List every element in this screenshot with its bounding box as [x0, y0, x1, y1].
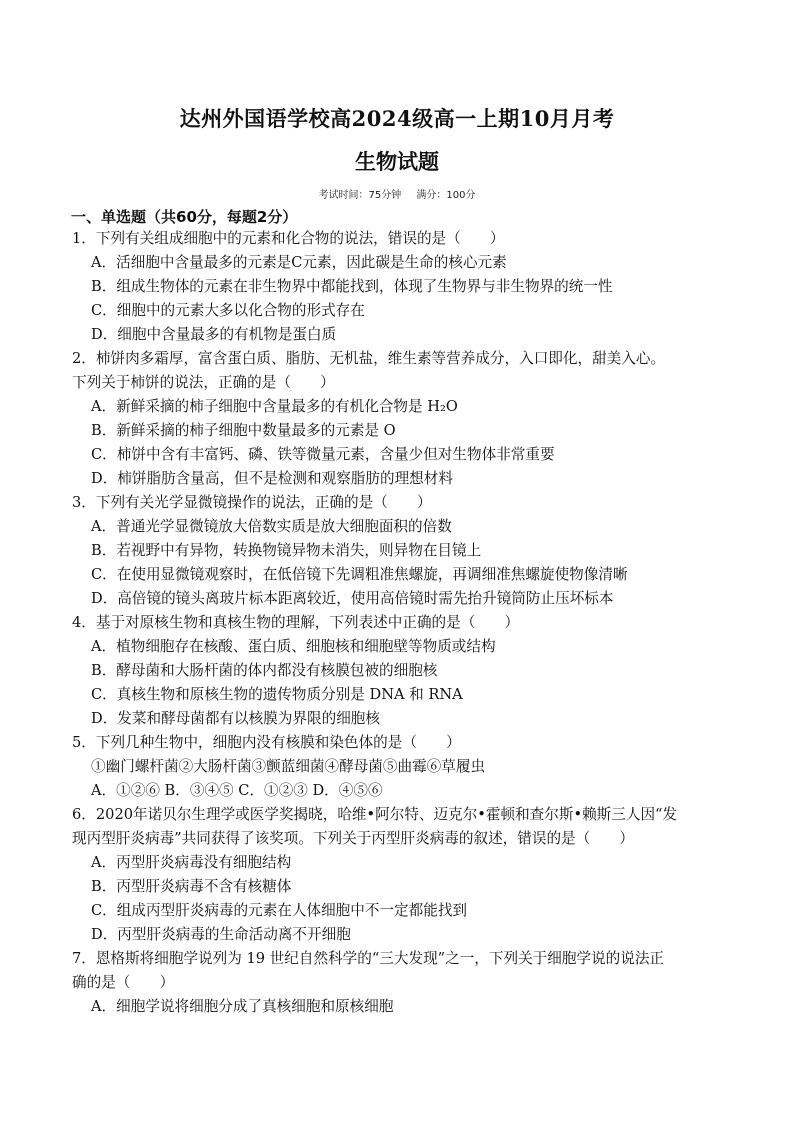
question-stem: 5．下列几种生物中，细胞内没有核膜和染色体的是（ ）	[72, 734, 461, 751]
option-b: B．酵母菌和大肠杆菌的体内都没有核膜包被的细胞核	[91, 662, 438, 679]
option-d: D．发菜和酵母菌都有以核膜为界限的细胞核	[91, 710, 380, 727]
question-stem: 2．柿饼肉多霜厚，富含蛋白质、脂肪、无机盐，维生素等营养成分，入口即化，甜美入心。	[72, 350, 666, 367]
question-stem: 6．2020年诺贝尔生理学或医学奖揭晓，哈维•阿尔特、迈克尔•霍顿和查尔斯•赖斯三人因“发	[72, 806, 678, 823]
question-stem: 确的是（ ）	[72, 974, 175, 991]
question-stem: 下列关于柿饼的说法，正确的是（ ）	[72, 374, 335, 391]
exam-meta	[0, 186, 794, 201]
option-a: A．新鲜采摘的柿子细胞中含量最多的有机化合物是 H₂O	[91, 398, 458, 415]
option-a: A．细胞学说将细胞分成了真核细胞和原核细胞	[91, 998, 394, 1015]
question-stem: 4．基于对原核生物和真核生物的理解，下列表述中正确的是（ ）	[72, 614, 520, 631]
question-stem: 7．恩格斯将细胞学说列为 19 世纪自然科学的“三大发现”之一，下列关于细胞学说的说法正	[72, 950, 665, 967]
question-stem: 现丙型肝炎病毒”共同获得了该奖项。下列关于丙型肝炎病毒的叙述，错误的是（ ）	[72, 830, 635, 847]
option-row: A．①②⑥ B．③④⑤ C．①②③ D．④⑤⑥	[91, 782, 383, 799]
exam-score: 满分：100分	[416, 190, 476, 201]
option-a: A．丙型肝炎病毒没有细胞结构	[91, 854, 292, 871]
organism-list: ①幽门螺杆菌②大肠杆菌③颤蓝细菌④酵母菌⑤曲霉⑥草履虫	[91, 758, 486, 775]
option-b: B．新鲜采摘的柿子细胞中数量最多的元素是 O	[91, 422, 396, 439]
exam-subtitle: 生物试题	[355, 149, 439, 174]
question-stem: 1．下列有关组成细胞中的元素和化合物的说法，错误的是（ ）	[72, 230, 505, 247]
option-c: C．在使用显微镜观察时，在低倍镜下先调粗准焦螺旋，再调细准焦螺旋使物像清晰	[91, 566, 628, 583]
option-d: D．高倍镜的镜头离玻片标本距离较近，使用高倍镜时需先抬升镜筒防止压坏标本	[91, 590, 614, 607]
option-a: A．植物细胞存在核酸、蛋白质、细胞核和细胞壁等物质或结构	[91, 638, 496, 655]
option-c: C．细胞中的元素大多以化合物的形式存在	[91, 302, 365, 319]
section-heading: 一、单选题（共60分，每题2分）	[71, 208, 298, 226]
option-c: C．柿饼中含有丰富钙、磷、铁等微量元素，含量少但对生物体非常重要	[91, 446, 555, 463]
option-c: C．组成丙型肝炎病毒的元素在人体细胞中不一定都能找到	[91, 902, 468, 919]
option-d: D．细胞中含量最多的有机物是蛋白质	[91, 326, 337, 343]
exam-title: 达州外国语学校高2024级高一上期10月月考	[179, 106, 615, 131]
option-c: C．真核生物和原核生物的遗传物质分别是 DNA 和 RNA	[91, 686, 463, 703]
option-a: A．活细胞中含量最多的元素是C元素，因此碳是生命的核心元素	[91, 254, 507, 271]
option-a: A．普通光学显微镜放大倍数实质是放大细胞面积的倍数	[91, 518, 452, 535]
question-stem: 3．下列有关光学显微镜操作的说法，正确的是（ ）	[72, 494, 432, 511]
exam-time: 考试时间：75分钟	[318, 190, 402, 201]
option-d: D．柿饼脂肪含量高，但不是检测和观察脂肪的理想材料	[91, 470, 453, 487]
option-d: D．丙型肝炎病毒的生命活动离不开细胞	[91, 926, 351, 943]
option-b: B．若视野中有异物，转换物镜异物未消失，则异物在目镜上	[91, 542, 482, 559]
option-b: B．丙型肝炎病毒不含有核糖体	[91, 878, 292, 895]
option-b: B．组成生物体的元素在非生物界中都能找到，体现了生物界与非生物界的统一性	[91, 278, 613, 295]
